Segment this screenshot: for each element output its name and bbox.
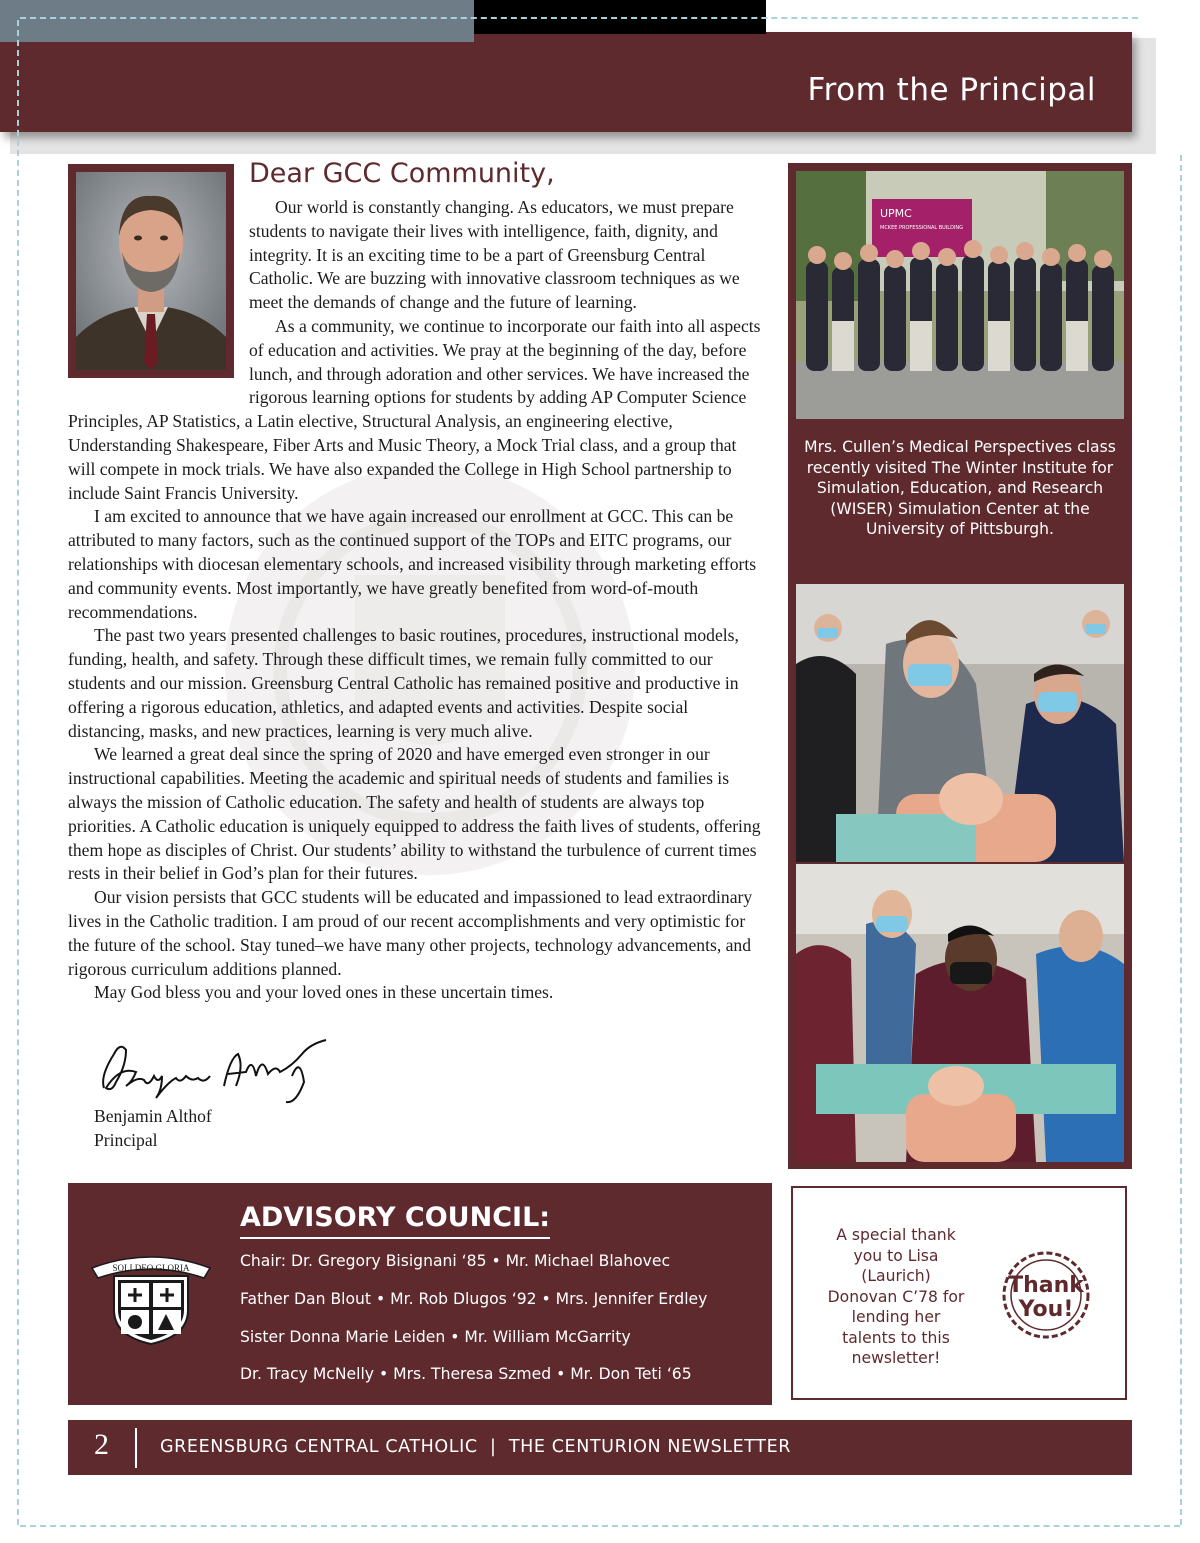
letter-paragraph: May God bless you and your loved ones in these uncertain times. (94, 982, 554, 1003)
letter-paragraph: Our world is constantly changing. As educators, we must prepare students to navigate their lives with intelligence, faith, dignity, and integrity. It is an exciting time to be a part of Greensburg Central Catholic. We are buzzing with innovative classroom techniques as we meet the demands of change and the future of learning. (249, 197, 740, 313)
advisory-member-line: Sister Donna Marie Leiden • Mr. William McGarrity (240, 1328, 631, 1346)
footer-divider (135, 1428, 137, 1468)
advisory-member-line: Dr. Tracy McNelly • Mrs. Theresa Szmed • Mr. Don Teti ‘65 (240, 1365, 692, 1383)
dashed-border-top (20, 17, 1138, 19)
footer-publication: GREENSBURG CENTRAL CATHOLIC | THE CENTURION NEWSLETTER (160, 1437, 791, 1457)
letter-body (68, 196, 768, 1005)
dashed-border-bottom (20, 1525, 1180, 1527)
page-number: 2 (94, 1428, 109, 1461)
letter-paragraph: Our vision persists that GCC students will be educated and impassioned to lead extraordinary lives in the Catholic tradition. I am proud of our recent accomplishments and very optimistic for the future of the school. Stay tuned–we have many other projects, technology advancements, and rigorous curriculum additions planned. (68, 887, 753, 979)
simulation-photo-1 (796, 584, 1124, 862)
stamp-text-you: You! (1018, 1297, 1074, 1322)
advisory-member-line: Chair: Dr. Gregory Bisignani ‘85 • Mr. Michael Blahovec (240, 1252, 671, 1270)
thank-you-text: A special thank you to Lisa (Laurich) Donovan C’78 for lending her talents to this newsletter! (827, 1226, 965, 1367)
dashed-border-right (1180, 155, 1182, 1525)
crest-motto: SOLI DEO GLORIA (112, 1263, 190, 1273)
sign-subtext: MCKEE PROFESSIONAL BUILDING (880, 225, 964, 231)
letter-greeting: Dear GCC Community, (249, 158, 555, 189)
letter-paragraph: As a community, we continue to incorporate our faith into all aspects of education and activities. We pray at the beginning of the day, before lunch, and through adoration and other services. We have increased the rigorous learning options for students by adding AP Computer Science Principles, AP Statistics, a Latin elective, Structural Analysis, an engineering elective, Understanding Shakespeare, Fiber Arts and Music Theory, a Mock Trial class, and a group that will compete in mock trials. We have also expanded the College in High School partnership to include Saint Francis University. (68, 315, 761, 503)
photo-caption: Mrs. Cullen’s Medical Perspectives class recently visited The Winter Institute for Simulation, Education, and Research (WISER) Simulation Center at the University of Pittsburgh. (804, 438, 1116, 538)
stamp-text-thank: Thank (1008, 1273, 1084, 1298)
signatory (94, 1104, 212, 1152)
group-photo (796, 171, 1124, 419)
header-grey-tab (0, 0, 474, 42)
advisory-member-line: Father Dan Blout • Mr. Rob Dlugos ‘92 • Mrs. Jennifer Erdley (240, 1290, 708, 1308)
letter-paragraph: We learned a great deal since the spring of 2020 and have emerged even stronger in our instructional capabilities. Meeting the academic and spiritual needs of students and families is always the mission of Catholic education. The safety and health of students are always top priorities. A Catholic education is uniquely equipped to address the faith lives of students, offering them hope as disciples of Christ. Our students’ ability to withstand the turbulence of current times rests in their belief in God’s plan for their futures. (68, 744, 761, 884)
letter-paragraph: The past two years presented challenges to basic routines, procedures, instructional models, funding, health, and safety. Through these difficult times, we remain fully committed to our students and our mission. Greensburg Central Catholic has remained positive and productive in offering a rigorous education, athletics, and adapted events and activities. Despite social distancing, masks, and new practices, learning is very much alive. (68, 625, 739, 741)
advisory-council-title: ADVISORY COUNCIL: (240, 1202, 550, 1239)
thank-you-stamp-icon (999, 1250, 1093, 1340)
signatory-title: Principal (94, 1130, 158, 1150)
page-title: From the Principal (807, 72, 1096, 108)
sign-text: UPMC (880, 207, 912, 220)
letter-paragraph: I am excited to announce that we have again increased our enrollment at GCC. This can be attributed to many factors, such as the continued support of the TOPs and EITC programs, our relationships with diocesan elementary schools, and increased visibility through marketing efforts and community events. Most importantly, we have greatly benefited from word-of-mouth recommendations. (68, 506, 757, 622)
dashed-border-left (17, 20, 19, 1525)
simulation-photo-2 (796, 864, 1124, 1162)
signatory-name: Benjamin Althof (94, 1106, 212, 1126)
school-crest-icon (86, 1244, 216, 1348)
principal-signature (96, 1036, 336, 1106)
